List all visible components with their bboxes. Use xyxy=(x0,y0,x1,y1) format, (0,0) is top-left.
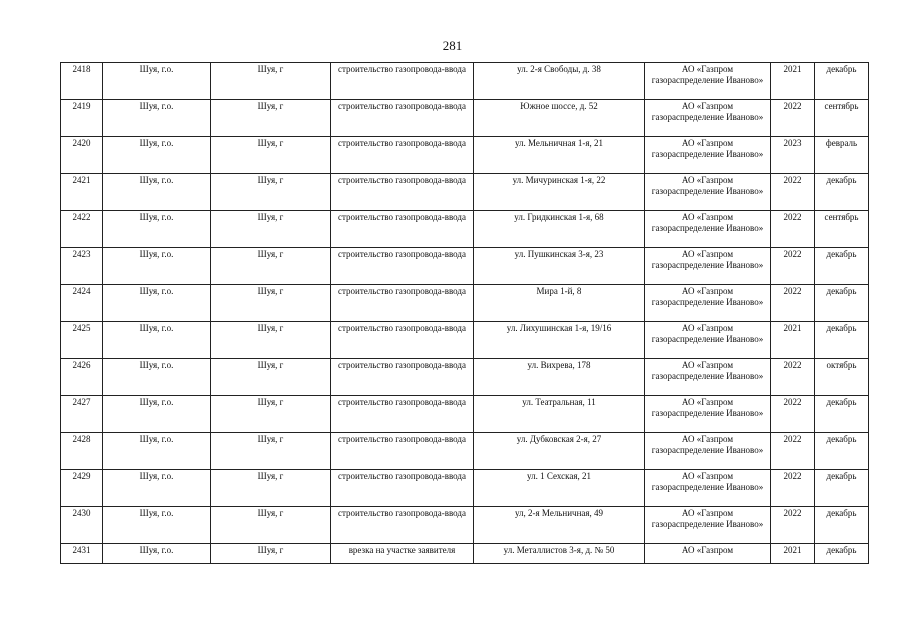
row-number-cell: 2428 xyxy=(61,433,103,470)
year-cell: 2022 xyxy=(771,248,815,285)
table-row xyxy=(61,211,869,248)
table-row xyxy=(61,100,869,137)
district-cell: Шуя, г.о. xyxy=(103,359,211,396)
organization-cell: АО «Газпром газораспределение Иваново» xyxy=(645,285,771,322)
month-cell: декабрь xyxy=(815,322,869,359)
organization-cell: АО «Газпром газораспределение Иваново» xyxy=(645,137,771,174)
table-row xyxy=(61,507,869,544)
row-number-cell: 2423 xyxy=(61,248,103,285)
locality-cell: Шуя, г xyxy=(211,322,331,359)
locality-cell: Шуя, г xyxy=(211,544,331,564)
table-row xyxy=(61,137,869,174)
table-row xyxy=(61,248,869,285)
locality-cell: Шуя, г xyxy=(211,100,331,137)
address-cell: ул. Театральная, 11 xyxy=(474,396,645,433)
address-cell: ул. Вихрева, 178 xyxy=(474,359,645,396)
row-number-cell: 2431 xyxy=(61,544,103,564)
table-row xyxy=(61,433,869,470)
gasification-table xyxy=(60,62,869,564)
row-number-cell: 2427 xyxy=(61,396,103,433)
locality-cell: Шуя, г xyxy=(211,396,331,433)
year-cell: 2022 xyxy=(771,507,815,544)
year-cell: 2022 xyxy=(771,396,815,433)
work-type-cell: строительство газопровода-ввода xyxy=(331,507,474,544)
page-number: 281 xyxy=(442,38,463,53)
year-cell: 2022 xyxy=(771,433,815,470)
work-type-cell: строительство газопровода-ввода xyxy=(331,100,474,137)
month-cell: декабрь xyxy=(815,544,869,564)
work-type-cell: строительство газопровода-ввода xyxy=(331,211,474,248)
year-cell: 2022 xyxy=(771,285,815,322)
address-cell: ул. Лихушинская 1-я, 19/16 xyxy=(474,322,645,359)
address-cell: ул. Пушкинская 3-я, 23 xyxy=(474,248,645,285)
table-row xyxy=(61,174,869,211)
table-row xyxy=(61,63,869,100)
organization-cell: АО «Газпром газораспределение Иваново» xyxy=(645,63,771,100)
month-cell: декабрь xyxy=(815,248,869,285)
table-row xyxy=(61,396,869,433)
year-cell: 2022 xyxy=(771,211,815,248)
organization-cell: АО «Газпром газораспределение Иваново» xyxy=(645,100,771,137)
address-cell: ул. Гридкинская 1-я, 68 xyxy=(474,211,645,248)
organization-cell: АО «Газпром газораспределение Иваново» xyxy=(645,322,771,359)
work-type-cell: строительство газопровода-ввода xyxy=(331,63,474,100)
work-type-cell: строительство газопровода-ввода xyxy=(331,137,474,174)
organization-cell: АО «Газпром газораспределение Иваново» xyxy=(645,396,771,433)
organization-cell: АО «Газпром газораспределение Иваново» xyxy=(645,507,771,544)
organization-cell: АО «Газпром газораспределение Иваново» xyxy=(645,211,771,248)
month-cell: октябрь xyxy=(815,359,869,396)
address-cell: Южное шоссе, д. 52 xyxy=(474,100,645,137)
work-type-cell: строительство газопровода-ввода xyxy=(331,359,474,396)
work-type-cell: врезка на участке заявителя xyxy=(331,544,474,564)
row-number-cell: 2421 xyxy=(61,174,103,211)
year-cell: 2021 xyxy=(771,544,815,564)
locality-cell: Шуя, г xyxy=(211,433,331,470)
month-cell: сентябрь xyxy=(815,211,869,248)
table-row xyxy=(61,544,869,564)
address-cell: Мира 1-й, 8 xyxy=(474,285,645,322)
year-cell: 2021 xyxy=(771,322,815,359)
locality-cell: Шуя, г xyxy=(211,63,331,100)
district-cell: Шуя, г.о. xyxy=(103,322,211,359)
address-cell: ул. 1 Сехская, 21 xyxy=(474,470,645,507)
row-number-cell: 2418 xyxy=(61,63,103,100)
row-number-cell: 2425 xyxy=(61,322,103,359)
district-cell: Шуя, г.о. xyxy=(103,174,211,211)
locality-cell: Шуя, г xyxy=(211,470,331,507)
work-type-cell: строительство газопровода-ввода xyxy=(331,248,474,285)
address-cell: ул. Металлистов 3-я, д. № 50 xyxy=(474,544,645,564)
district-cell: Шуя, г.о. xyxy=(103,470,211,507)
work-type-cell: строительство газопровода-ввода xyxy=(331,174,474,211)
organization-cell: АО «Газпром газораспределение Иваново» xyxy=(645,248,771,285)
month-cell: декабрь xyxy=(815,285,869,322)
row-number-cell: 2426 xyxy=(61,359,103,396)
organization-cell: АО «Газпром газораспределение Иваново» xyxy=(645,433,771,470)
locality-cell: Шуя, г xyxy=(211,137,331,174)
month-cell: декабрь xyxy=(815,507,869,544)
month-cell: декабрь xyxy=(815,174,869,211)
month-cell: сентябрь xyxy=(815,100,869,137)
month-cell: декабрь xyxy=(815,433,869,470)
organization-cell: АО «Газпром xyxy=(645,544,771,564)
month-cell: декабрь xyxy=(815,63,869,100)
table-row xyxy=(61,359,869,396)
work-type-cell: строительство газопровода-ввода xyxy=(331,433,474,470)
district-cell: Шуя, г.о. xyxy=(103,248,211,285)
district-cell: Шуя, г.о. xyxy=(103,63,211,100)
locality-cell: Шуя, г xyxy=(211,507,331,544)
year-cell: 2021 xyxy=(771,63,815,100)
row-number-cell: 2429 xyxy=(61,470,103,507)
year-cell: 2023 xyxy=(771,137,815,174)
district-cell: Шуя, г.о. xyxy=(103,100,211,137)
locality-cell: Шуя, г xyxy=(211,248,331,285)
month-cell: февраль xyxy=(815,137,869,174)
year-cell: 2022 xyxy=(771,470,815,507)
row-number-cell: 2422 xyxy=(61,211,103,248)
row-number-cell: 2430 xyxy=(61,507,103,544)
district-cell: Шуя, г.о. xyxy=(103,433,211,470)
district-cell: Шуя, г.о. xyxy=(103,285,211,322)
row-number-cell: 2420 xyxy=(61,137,103,174)
year-cell: 2022 xyxy=(771,174,815,211)
organization-cell: АО «Газпром газораспределение Иваново» xyxy=(645,470,771,507)
table-row xyxy=(61,285,869,322)
table-row xyxy=(61,470,869,507)
district-cell: Шуя, г.о. xyxy=(103,544,211,564)
address-cell: ул. Мельничная 1-я, 21 xyxy=(474,137,645,174)
district-cell: Шуя, г.о. xyxy=(103,211,211,248)
district-cell: Шуя, г.о. xyxy=(103,507,211,544)
table-row xyxy=(61,322,869,359)
work-type-cell: строительство газопровода-ввода xyxy=(331,470,474,507)
year-cell: 2022 xyxy=(771,100,815,137)
work-type-cell: строительство газопровода-ввода xyxy=(331,396,474,433)
address-cell: ул. Дубковская 2-я, 27 xyxy=(474,433,645,470)
organization-cell: АО «Газпром газораспределение Иваново» xyxy=(645,359,771,396)
locality-cell: Шуя, г xyxy=(211,285,331,322)
year-cell: 2022 xyxy=(771,359,815,396)
district-cell: Шуя, г.о. xyxy=(103,396,211,433)
month-cell: декабрь xyxy=(815,470,869,507)
organization-cell: АО «Газпром газораспределение Иваново» xyxy=(645,174,771,211)
address-cell: ул. 2-я Свободы, д. 38 xyxy=(474,63,645,100)
work-type-cell: строительство газопровода-ввода xyxy=(331,285,474,322)
row-number-cell: 2419 xyxy=(61,100,103,137)
month-cell: декабрь xyxy=(815,396,869,433)
locality-cell: Шуя, г xyxy=(211,174,331,211)
locality-cell: Шуя, г xyxy=(211,359,331,396)
district-cell: Шуя, г.о. xyxy=(103,137,211,174)
address-cell: ул, 2-я Мельничная, 49 xyxy=(474,507,645,544)
locality-cell: Шуя, г xyxy=(211,211,331,248)
address-cell: ул. Мичуринская 1-я, 22 xyxy=(474,174,645,211)
row-number-cell: 2424 xyxy=(61,285,103,322)
work-type-cell: строительство газопровода-ввода xyxy=(331,322,474,359)
